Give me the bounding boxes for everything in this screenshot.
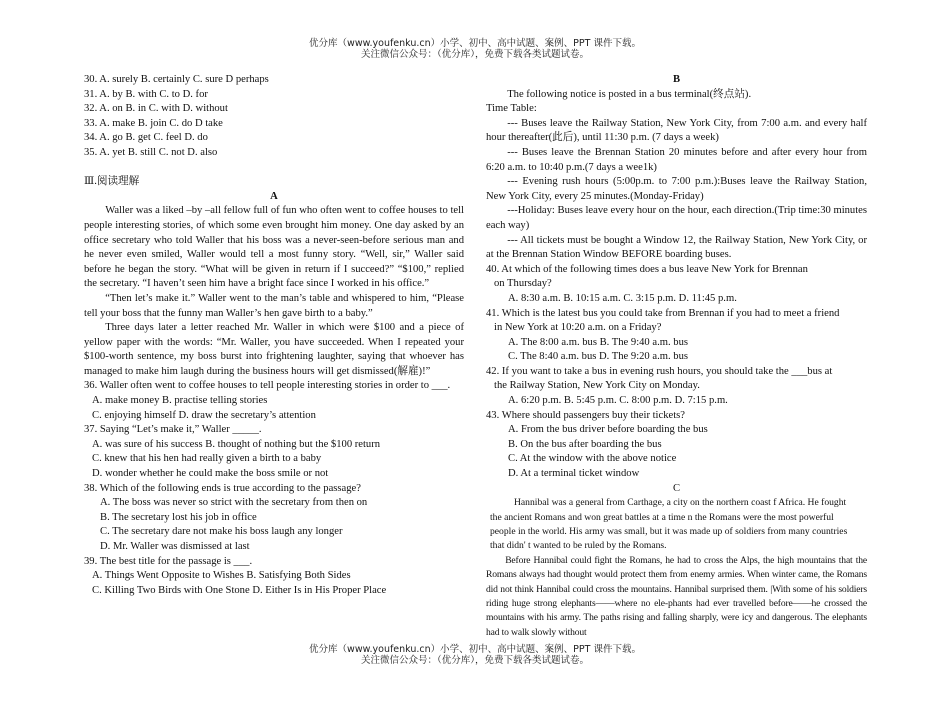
- passage-b-heading: B: [672, 74, 681, 85]
- question-37-option: D. wonder whether he could make the boss smile or not: [92, 468, 329, 480]
- question-42-stem: 42. If you want to take a bus in evening rush hours, you should take the ___bus at: [486, 365, 833, 377]
- question-36-stem: 36. Waller often went to coffee houses to tell people interesting stories in order to ___.: [84, 380, 451, 392]
- passage-c-paragraph: Before Hannibal could fight the Romans, he had to cross the Alps, the high mountains that the Romans always had thought would protect them from enemy armies. When winter came, the Romans did not think Hannibal could cross the mountains. Hannibal surprised them. |With some of his soldiers riding huge strong elephants——where no ele-phants had ever travelled before——he crossed the mountains with his army. The paths rising and falling sharply, were icy and dangerous. The elephants had to walk slowly without: [486, 554, 867, 638]
- passage-c-line: people in the world. His army was small, but it was made up of soldiers from many countries: [490, 526, 848, 538]
- passage-c-line: the ancient Romans and won great battles at a time n the Romans were the most powerful: [490, 511, 834, 523]
- cloze-option-34: 34. A. go B. get C. feel D. do: [84, 132, 208, 144]
- question-40-options: A. 8:30 a.m. B. 10:15 a.m. C. 3:15 p.m. D. 11:45 p.m.: [508, 292, 737, 304]
- passage-a-paragraph: Three days later a letter reached Mr. Waller in which were $100 and a piece of yellow paper with the words: “Mr. Waller, you have succeeded. When I repeated your $100-worth sentence, my boss burst into frightening laughter, saying that whoever has managed to make him laugh during the business hours will get dismissed(解雇)!”: [84, 322, 464, 377]
- question-41-stem: 41. Which is the latest bus you could take from Brennan if you had to meet a friend: [486, 307, 840, 319]
- question-40-stem-cont: on Thursday?: [494, 278, 552, 290]
- passage-c: [486, 482, 867, 641]
- question-43-option: D. At a terminal ticket window: [508, 468, 640, 480]
- passage-b-intro: The following notice is posted in a bus terminal(终点站).: [507, 88, 752, 100]
- header-line-1: 优分库（www.youfenku.cn）小学、初中、高中试题、案例、PPT 课件下载。: [309, 38, 641, 49]
- passage-c-line: Hannibal was a general from Carthage, a city on the northern coast f Africa. He fought: [514, 497, 847, 509]
- cloze-option-31: 31. A. by B. with C. to D. for: [84, 88, 208, 100]
- question-42-options: A. 6:20 p.m. B. 5:45 p.m. C. 8:00 p.m. D. 7:15 p.m.: [508, 395, 728, 407]
- question-43-option: C. At the window with the above notice: [508, 453, 677, 465]
- section-title: Ⅲ.阅读理解: [84, 176, 140, 188]
- question-43-option: A. From the bus driver before boarding the bus: [508, 424, 708, 436]
- cloze-option-32: 32. A. on B. in C. with D. without: [84, 103, 228, 115]
- question-39-stem: 39. The best title for the passage is ___.: [84, 555, 253, 567]
- question-41-options: A. The 8:00 a.m. bus B. The 9:40 a.m. bus: [508, 336, 688, 348]
- question-43-stem: 43. Where should passengers buy their tickets?: [486, 409, 685, 421]
- question-42-stem-cont: the Railway Station, New York City on Monday.: [494, 380, 700, 392]
- question-37-stem: 37. Saying “Let’s make it,” Waller _____.: [84, 424, 262, 436]
- header-line-2: 关注微信公众号：（优分库），免费下载各类试题试卷。: [360, 49, 589, 60]
- passage-c-heading: C: [672, 482, 681, 494]
- cloze-option-30: 30. A. surely B. certainly C. sure D perhaps: [84, 74, 269, 85]
- page-header: [0, 38, 950, 60]
- question-41-options: C. The 8:40 a.m. bus D. The 9:20 a.m. bus: [508, 351, 688, 363]
- question-36-options: A. make money B. practise telling stories: [92, 395, 268, 407]
- footer-line-2: 关注微信公众号：（优分库），免费下载各类试题试卷。: [360, 655, 589, 666]
- timetable-item: --- Buses leave the Railway Station, New York City, from 7:00 a.m. and every half hour thereafter(此后), until 11:30 p.m. (7 days a week): [486, 117, 867, 144]
- question-38-stem: 38. Which of the following ends is true according to the passage?: [84, 482, 361, 494]
- timetable-item: --- Buses leave the Brennan Station 20 minutes before and after every hour from 6:20 a.m. to 10:40 p.m.(7 days a wee1k): [486, 146, 867, 173]
- timetable-item: --- All tickets must be bought a Window 12, the Railway Station, New York City, or at the Brennan Station Window BEFORE boarding buses.: [486, 234, 867, 261]
- passage-a-paragraph: Waller was a liked –by –all fellow full of fun who often went to coffee houses to tell people interesting stories, of which some even brought him money. One day asked by an office secretary who told Waller that his boss was a never-seen-before serious man and he never even smiled, Waller would tell a most funny story. “Well, sir,” Waller said before he began the story. “What will be given in return if I succeed?” “$100,” replied the secretary. “I haven’t seen him have a bright face since I worked in his office.”: [84, 205, 464, 290]
- question-37-option: C. knew that his hen had really given a birth to a baby: [92, 453, 322, 465]
- question-40-stem: 40. At which of the following times does a bus leave New York for Brennan: [486, 263, 808, 275]
- question-36-options: C. enjoying himself D. draw the secretary’s attention: [92, 409, 316, 421]
- footer-line-1: 优分库（www.youfenku.cn）小学、初中、高中试题、案例、PPT 课件下载。: [309, 644, 641, 655]
- question-38-option: C. The secretary dare not make his boss laugh any longer: [100, 526, 343, 538]
- passage-c-line: that didn' t wanted to be ruled by the Romans.: [490, 540, 667, 552]
- question-38-option: B. The secretary lost his job in office: [100, 511, 257, 523]
- question-38-option: A. The boss was never so strict with the secretary from then on: [100, 497, 368, 509]
- left-column: [84, 73, 464, 598]
- cloze-option-35: 35. A. yet B. still C. not D. also: [84, 146, 218, 158]
- question-43-option: B. On the bus after boarding the bus: [508, 438, 662, 450]
- question-37-option: A. was sure of his success B. thought of nothing but the $100 return: [92, 438, 381, 450]
- right-column: [486, 73, 867, 640]
- page-footer: [0, 644, 950, 666]
- timetable-label: Time Table:: [486, 103, 537, 115]
- passage-a-heading: A: [270, 190, 278, 202]
- passage-a-paragraph: “Then let’s make it.” Waller went to the man’s table and whispered to him, “Please tell your boss that the funny man Waller’s hen gave birth to a baby.”: [84, 292, 464, 319]
- timetable-item: ---Holiday: Buses leave every hour on the hour, each direction.(Trip time:30 minutes each way): [486, 205, 867, 231]
- question-39-options: C. Killing Two Birds with One Stone D. Either Is in His Proper Place: [92, 584, 387, 596]
- cloze-option-33: 33. A. make B. join C. do D take: [84, 117, 223, 129]
- timetable-item: --- Evening rush hours (5:00p.m. to 7:00 p.m.):Buses leave the Railway Station, New York City, every 25 minutes.(Monday-Friday): [486, 176, 867, 202]
- question-38-option: D. Mr. Waller was dismissed at last: [100, 541, 250, 552]
- question-41-stem-cont: in New York at 10:20 a.m. on a Friday?: [494, 322, 662, 334]
- question-39-options: A. Things Went Opposite to Wishes B. Satisfying Both Sides: [92, 570, 351, 582]
